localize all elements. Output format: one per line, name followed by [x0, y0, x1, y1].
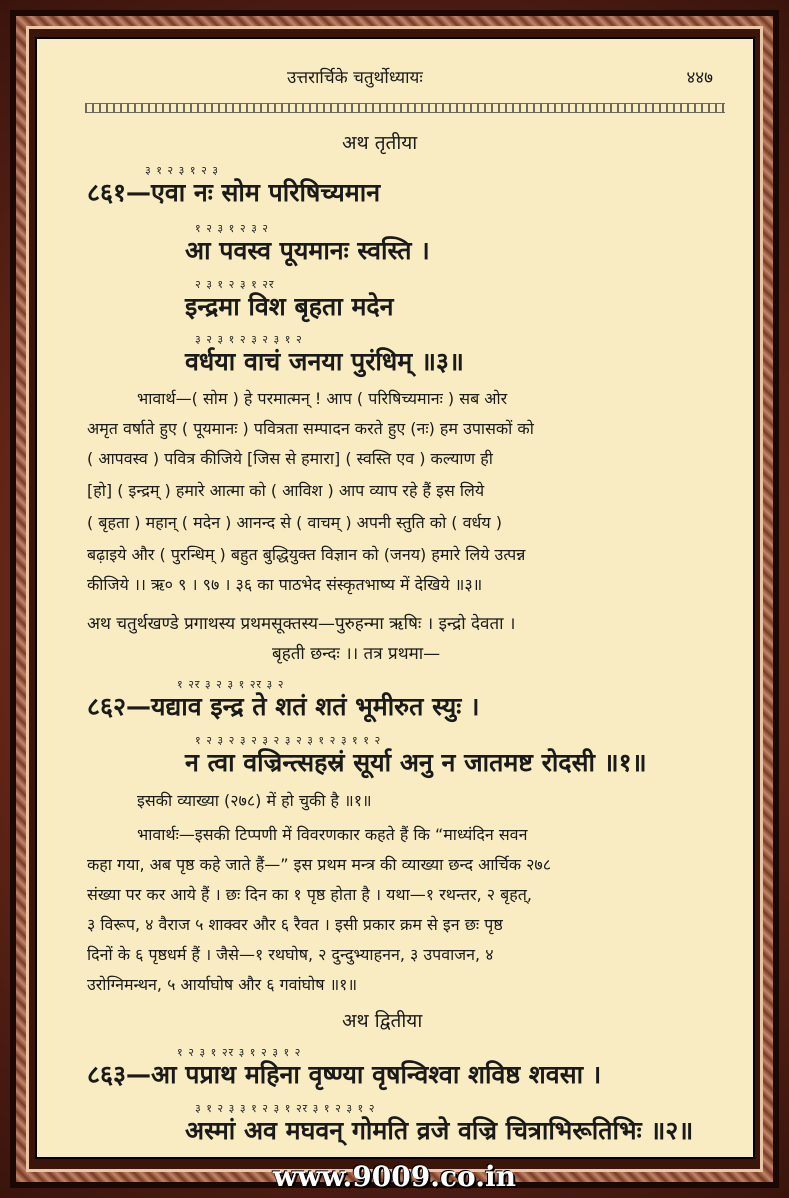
page-number: ४४७: [686, 68, 713, 88]
running-title: उत्तरार्चिके चतुर्थोध्यायः: [287, 68, 423, 88]
svara-marks: १ २ ३ १ २र ३ १ २ ३ १ २: [177, 1046, 302, 1059]
svara-marks: २ ३ १ २ ३ १ २र: [195, 278, 275, 291]
svara-marks: १ २ ३ २ ३ २ ३ २ ३ २ ३ १ २ ३ १ १ २: [195, 734, 382, 747]
commentary-line: [हो] ( इन्द्रम् ) हमारे आत्मा को ( आविश ) आप व्याप रहे हैं इस लिये: [87, 481, 485, 500]
header-ornament-divider: [85, 103, 725, 113]
verse-line: ८६३—आ पप्राथ महिना वृष्ण्या वृषन्विश्वा शविष्ठ शवसा ।: [87, 1060, 602, 1089]
commentary-line: भावार्थः—इसकी टिप्पणी में विवरणकार कहते हैं कि “माध्यंदिन सवन: [137, 825, 528, 844]
section-heading: अथ द्वितीया: [342, 1010, 423, 1032]
commentary-line: बढ़ाइये और ( पुरन्धिम् ) बहुत बुद्धियुक्त विज्ञान को (जनय) हमारे लिये उत्पन्न: [87, 545, 526, 564]
verse-line: इन्द्रमा विश बृहता मदेन: [185, 292, 394, 321]
commentary-line: भावार्थ—( सोम ) हे परमात्मन् ! आप ( परिषिच्यमानः ) सब ओर: [137, 389, 508, 408]
scanned-page: [35, 37, 755, 1159]
commentary-line: संख्या पर कर आये हैं । छः दिन का १ पृष्ठ होता है । यथा—१ रथन्तर, २ बृहत्,: [87, 885, 532, 904]
svara-marks: ३ १ २ ३ १ २ ३: [145, 164, 220, 177]
reference-line: इसकी व्याख्या (२७८) में हो चुकी है ॥१॥: [137, 791, 372, 810]
verse-line: न त्वा वज्रिन्त्सहस्रं सूर्या अनु न जातमष्ट रोदसी ॥१॥: [185, 748, 647, 777]
verse-line: अस्मां अव मघवन् गोमति व्रजे वज्रि चित्राभिरूतिभिः ॥२॥: [185, 1116, 694, 1145]
verse-line: आ पवस्व पूयमानः स्वस्ति ।: [185, 236, 430, 265]
commentary-line: उरोग्निमन्थन, ५ आर्याघोष और ६ गवांघोष ॥१॥: [87, 975, 358, 994]
commentary-line: ३ विरूप, ४ वैराज ५ शाक्वर और ६ रैवत । इसी प्रकार क्रम से इन छः पृष्ठ: [87, 915, 503, 934]
svara-marks: १ २र ३ २ ३ १ २र ३ २: [177, 678, 285, 691]
verse-line: ८६२—यद्याव इन्द्र ते शतं शतं भूमीरुत स्युः ।: [87, 692, 480, 721]
site-watermark: www.9009.co.in: [273, 1160, 516, 1193]
commentary-line: दिनों के ६ पृष्ठधर्म हैं । जैसे—१ रथघोष, २ दुन्दुभ्याहनन, ३ उपवाजन, ४: [87, 945, 494, 964]
svara-marks: ३ २ ३ १ २ ३ २ ३ १ २: [195, 333, 303, 346]
commentary-line: कहा गया, अब पृष्ठ कहे जाते हैं—” इस प्रथम मन्त्र की व्याख्या छन्द आर्चिक २७८: [87, 855, 552, 874]
verse-line: वर्धया वाचं जनया पुरंधिम् ॥३॥: [185, 347, 464, 376]
svara-marks: ३ १ २ ३ ३ १ २ ३ १ २र ३ १ २ ३ १ २: [195, 1102, 376, 1115]
section-intro: बृहती छन्दः ।। तत्र प्रथमा—: [272, 644, 441, 664]
svara-marks: १ २ ३ १ २ ३ २: [195, 222, 270, 235]
commentary-line: ( बृहता ) महान् ( मदेन ) आनन्द से ( वाचम् ) अपनी स्तुति को ( वर्धय ): [87, 513, 502, 532]
commentary-line: कीजिये ।। ऋ० ९ । ९७ । ३६ का पाठभेद संस्कृतभाष्य में देखिये ॥३॥: [87, 575, 483, 594]
page-header: [37, 65, 753, 95]
commentary-line: ( आपवस्व ) पवित्र कीजिये [जिस से हमारा] ( स्वस्ति एव ) कल्याण ही: [87, 449, 493, 468]
section-intro: अथ चतुर्थखण्डे प्रगाथस्य प्रथमसूक्तस्य—पुरुहन्मा ऋषिः । इन्द्रो देवता ।: [87, 614, 516, 634]
commentary-line: अमृत वर्षाते हुए ( पूयमानः ) पवित्रता सम्पादन करते हुए (नः) हम उपासकों को: [87, 419, 534, 438]
section-heading: अथ तृतीया: [342, 132, 418, 154]
verse-line: ८६१—एवा नः सोम परिषिच्यमान: [87, 178, 381, 207]
